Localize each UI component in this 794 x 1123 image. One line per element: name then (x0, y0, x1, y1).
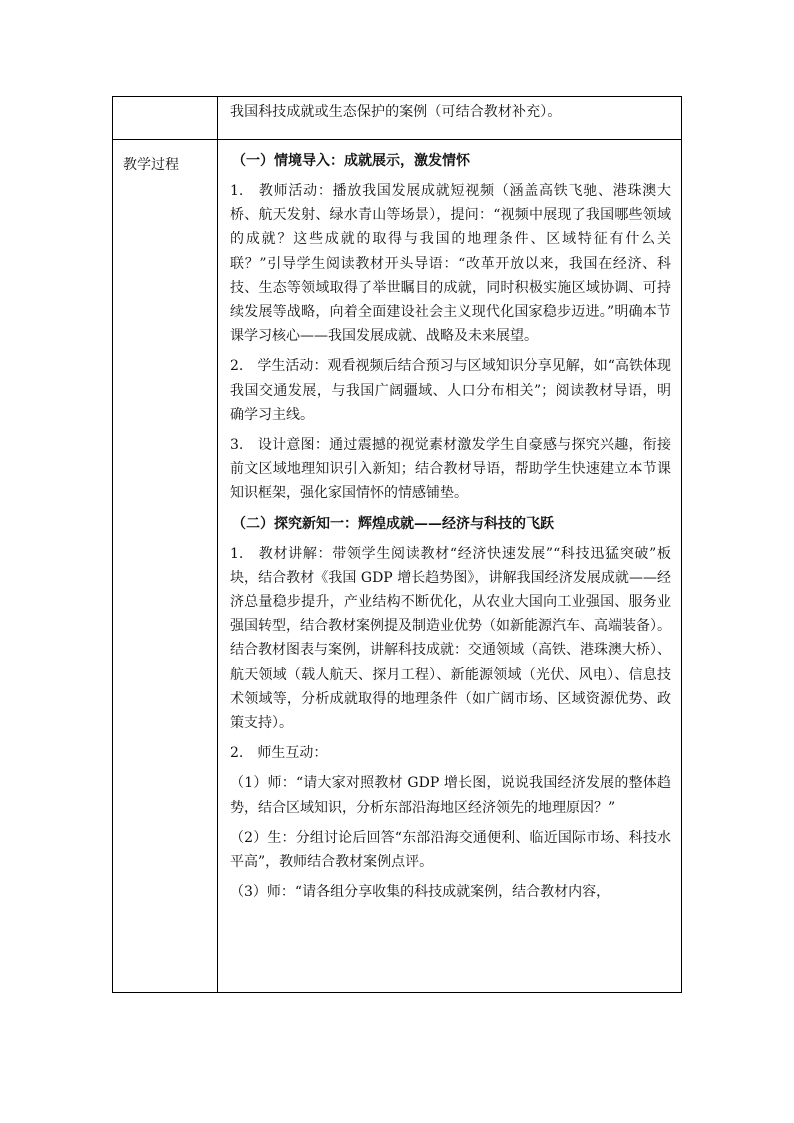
materials-cell (218, 97, 682, 140)
process-label: 教学过程 (123, 157, 179, 173)
lesson-plan-table (112, 96, 682, 993)
table-row (113, 140, 682, 993)
process-content (218, 140, 681, 992)
explore-teacher-prompt: （3）师：“请各组分享收集的科技成就案例，结合教材内容， (230, 884, 611, 901)
section-heading-intro: （一）情境导入：成就展示，激发情怀 (232, 153, 470, 169)
table-row (113, 97, 682, 140)
empty-label-cell (113, 97, 218, 140)
process-content-cell (218, 140, 682, 993)
section-heading-explore: （二）探究新知一：辉煌成就——经济与科技的飞跃 (232, 515, 554, 532)
intro-student-activity: 2. 学生活动：观看视频后结合预习与区域知识分享见解，如“高铁体现我国交通发展，与我国广阔疆域、人口分布相关”；阅读教材导语，明确学习主线。 (230, 358, 671, 423)
intro-design-intent: 3. 设计意图：通过震撼的视觉素材激发学生自豪感与探究兴趣，衔接前文区域地理知识引入新知；结合教材导语，帮助学生快速建立本节课知识框架，强化家国情怀的情感铺垫。 (230, 437, 671, 502)
explore-interaction-title: 2. 师生互动： (230, 745, 328, 762)
explore-student-answer: （2）生：分组讨论后回答“东部沿海交通便利、临近国际市场、科技水平高”，教师结合教材案例点评。 (230, 829, 671, 871)
explore-textbook-explanation: 1. 教材讲解：带领学生阅读教材“经济快速发展”“科技迅猛突破”板块，结合教材《我国 GDP 增长趋势图》，讲解我国经济发展成就——经济总量稳步提升，产业结构不断优化，从农业大国向工业强国、服务业强国转型，结合教材案例提及制造业优势（如新能源汽车、高端装备）。结合教材图表与案例，讲解科技成就：交通领域（高铁、港珠澳大桥）、航天领域（载人航天、探月工程）、新能源领域（光伏、风电）、信息技术领域等，分析成就取得的地理条件（如广阔市场、区域资源优势、政策支持）。 (230, 545, 671, 732)
intro-teacher-activity: 1. 教师活动：播放我国发展成就短视频（涵盖高铁飞驰、港珠澳大桥、航天发射、绿水青山等场景），提问：“视频中展现了我国哪些领域的成就？这些成就的取得与我国的地理条件、区域特征有什么关联？”引导学生阅读教材开头导语：“改革开放以来，我国在经济、科技、生态等领域取得了举世瞩目的成就，同时积极实施区域协调、可持续发展等战略，向着全面建设社会主义现代化国家稳步迈进。”明确本节课学习核心——我国发展成就、战略及未来展望。 (230, 183, 671, 345)
process-label-cell (113, 140, 218, 993)
materials-text: 我国科技成就或生态保护的案例（可结合教材补充）。 (230, 104, 562, 120)
explore-teacher-question: （1）师：“请大家对照教材 GDP 增长图，说说我国经济发展的整体趋势，结合区域知识，分析东部沿海地区经济领先的地理原因？” (230, 775, 671, 816)
